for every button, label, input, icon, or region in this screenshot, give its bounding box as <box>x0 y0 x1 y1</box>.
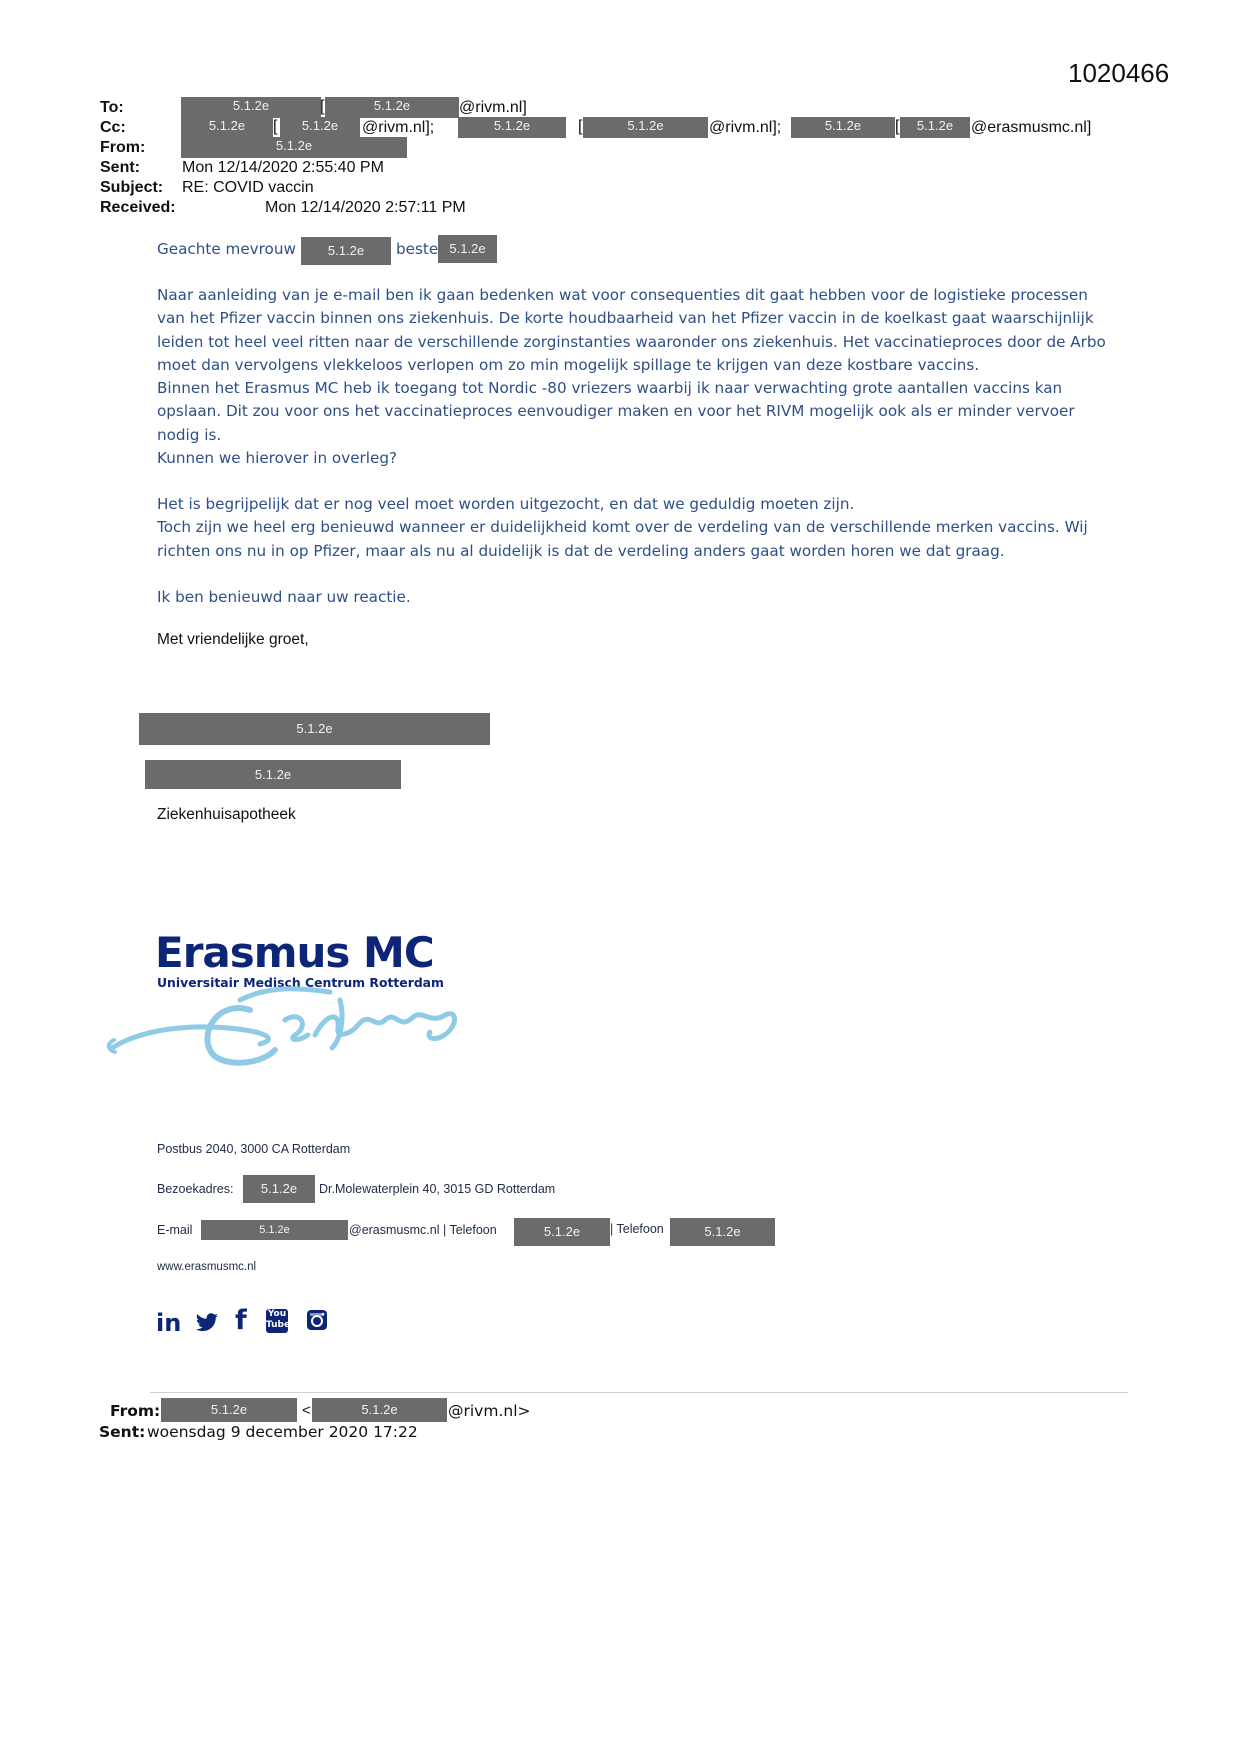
redaction-box: 5.1.2e <box>791 117 895 138</box>
facebook-icon[interactable]: f <box>235 1305 247 1336</box>
erasmus-signature-swirl <box>100 980 470 1080</box>
redaction-box: 5.1.2e <box>181 97 321 118</box>
redaction-box: 5.1.2e <box>181 137 407 158</box>
greeting-prefix: Geachte mevrouw <box>157 240 296 258</box>
redaction-box: 5.1.2e <box>514 1218 610 1246</box>
received-label: Received: <box>100 199 176 216</box>
paragraph-line: moet dan vervolgens vlekkeloos verlopen om zo min mogelijk spillage te krijgen van deze kostbare vaccins. <box>157 355 980 374</box>
redaction-box: 5.1.2e <box>458 117 566 138</box>
redaction-box: 5.1.2e <box>312 1398 447 1422</box>
email-label: E-mail <box>157 1223 193 1237</box>
paragraph-line: van het Pfizer vaccin binnen ons ziekenhuis. De korte houdbaarheid van het Pfizer vaccin in de koelkast gaat waarschijnlijk <box>157 309 1094 328</box>
paragraph-line: Binnen het Erasmus MC heb ik toegang tot Nordic -80 vriezers waarbij ik naar verwachting grote aantallen vaccins kan <box>157 379 1063 398</box>
twitter-icon[interactable] <box>195 1313 219 1333</box>
paragraph-line: richten ons nu in op Pfizer, maar als nu al duidelijk is dat de verdeling anders gaat worden horen we dat graag. <box>157 541 1005 560</box>
linkedin-icon[interactable]: in <box>156 1309 182 1337</box>
subject-label: Subject: <box>100 179 164 196</box>
redaction-box: 5.1.2e <box>243 1175 315 1203</box>
separator-line <box>150 1392 1128 1393</box>
redaction-box: 5.1.2e <box>301 237 391 265</box>
paragraph-line: Toch zijn we heel erg benieuwd wanneer er duidelijkheid komt over de verdeling van de verschillende merken vaccins. Wij <box>157 518 1088 537</box>
redaction-box: 5.1.2e <box>280 117 360 138</box>
website-link[interactable]: www.erasmusmc.nl <box>157 1261 257 1273</box>
document-number: 1020466 <box>1068 58 1170 88</box>
redaction-box: 5.1.2e <box>325 97 459 118</box>
youtube-icon-text: You Tube <box>266 1309 288 1333</box>
cc-email-suffix: @rivm.nl]; <box>709 119 782 136</box>
to-label: To: <box>100 99 124 116</box>
from-label: From: <box>100 139 146 156</box>
logo-subtitle: Universitair Medisch Centrum Rotterdam <box>157 975 444 990</box>
redaction-box: 5.1.2e <box>670 1218 775 1246</box>
redaction-box: 5.1.2e <box>900 117 970 138</box>
paragraph-line: nodig is. <box>157 425 222 444</box>
visit-address-label: Bezoekadres: <box>157 1182 234 1196</box>
department: Ziekenhuisapotheek <box>157 806 296 823</box>
closing: Met vriendelijke groet, <box>157 631 309 648</box>
greeting-middle: beste <box>396 240 439 258</box>
paragraph-line: Kunnen we hierover in overleg? <box>157 449 398 468</box>
cc-label: Cc: <box>100 119 126 136</box>
instagram-icon[interactable] <box>306 1309 328 1331</box>
paragraph-2 <box>157 493 1088 563</box>
redaction-box: 5.1.2e <box>161 1398 297 1422</box>
bracket: [ <box>578 118 583 135</box>
redaction-box: 5.1.2e <box>139 713 490 745</box>
youtube-icon[interactable] <box>266 1306 291 1334</box>
previous-sent-label: Sent: <box>99 1423 146 1441</box>
logo-title: Erasmus MC <box>155 928 434 977</box>
redaction-box: 5.1.2e <box>201 1220 348 1240</box>
paragraph-line: Naar aanleiding van je e-mail ben ik gaan bedenken wat voor consequenties dit gaat hebben voor de logistieke processen <box>157 286 1088 304</box>
redaction-box: 5.1.2e <box>181 117 273 138</box>
redaction-box: 5.1.2e <box>583 117 708 138</box>
sent-value: Mon 12/14/2020 2:55:40 PM <box>182 159 384 176</box>
email-suffix: @erasmusmc.nl | Telefoon <box>349 1223 497 1237</box>
paragraph-line: Het is begrijpelijk dat er nog veel moet worden uitgezocht, en dat we geduldig moeten zijn. <box>157 495 855 513</box>
cc-email-suffix: @rivm.nl]; <box>362 119 435 136</box>
redaction-box: 5.1.2e <box>438 235 497 263</box>
previous-from-suffix: @rivm.nl> <box>448 1402 531 1420</box>
paragraph-line: leiden tot heel veel ritten naar de verschillende zorginstanties waaronder ons ziekenhuis. Het vaccinatieproces door de Arbo <box>157 332 1106 351</box>
less-than: < <box>302 1402 311 1419</box>
paragraph-1 <box>157 284 1106 470</box>
to-email-suffix: @rivm.nl] <box>459 99 527 116</box>
visit-address-value: Dr.Molewaterplein 40, 3015 GD Rotterdam <box>319 1182 556 1196</box>
received-value: Mon 12/14/2020 2:57:11 PM <box>265 199 466 216</box>
subject-value: RE: COVID vaccin <box>182 179 314 196</box>
bracket: [ <box>895 118 900 135</box>
telefoon-label: | Telefoon <box>610 1222 664 1236</box>
sent-label: Sent: <box>100 159 140 176</box>
redaction-box: 5.1.2e <box>145 760 401 789</box>
cc-email-suffix: @erasmusmc.nl] <box>971 119 1092 136</box>
paragraph-line: opslaan. Dit zou voor ons het vaccinatieproces eenvoudiger maken en voor het RIVM mogelijk ook als er minder vervoer <box>157 402 1075 421</box>
previous-from-label: From: <box>110 1402 161 1420</box>
paragraph-3: Ik ben benieuwd naar uw reactie. <box>157 588 411 606</box>
postal-address: Postbus 2040, 3000 CA Rotterdam <box>157 1142 351 1156</box>
bracket: [ <box>320 98 325 115</box>
bracket: [ <box>273 118 278 135</box>
previous-sent-value: woensdag 9 december 2020 17:22 <box>147 1423 418 1441</box>
